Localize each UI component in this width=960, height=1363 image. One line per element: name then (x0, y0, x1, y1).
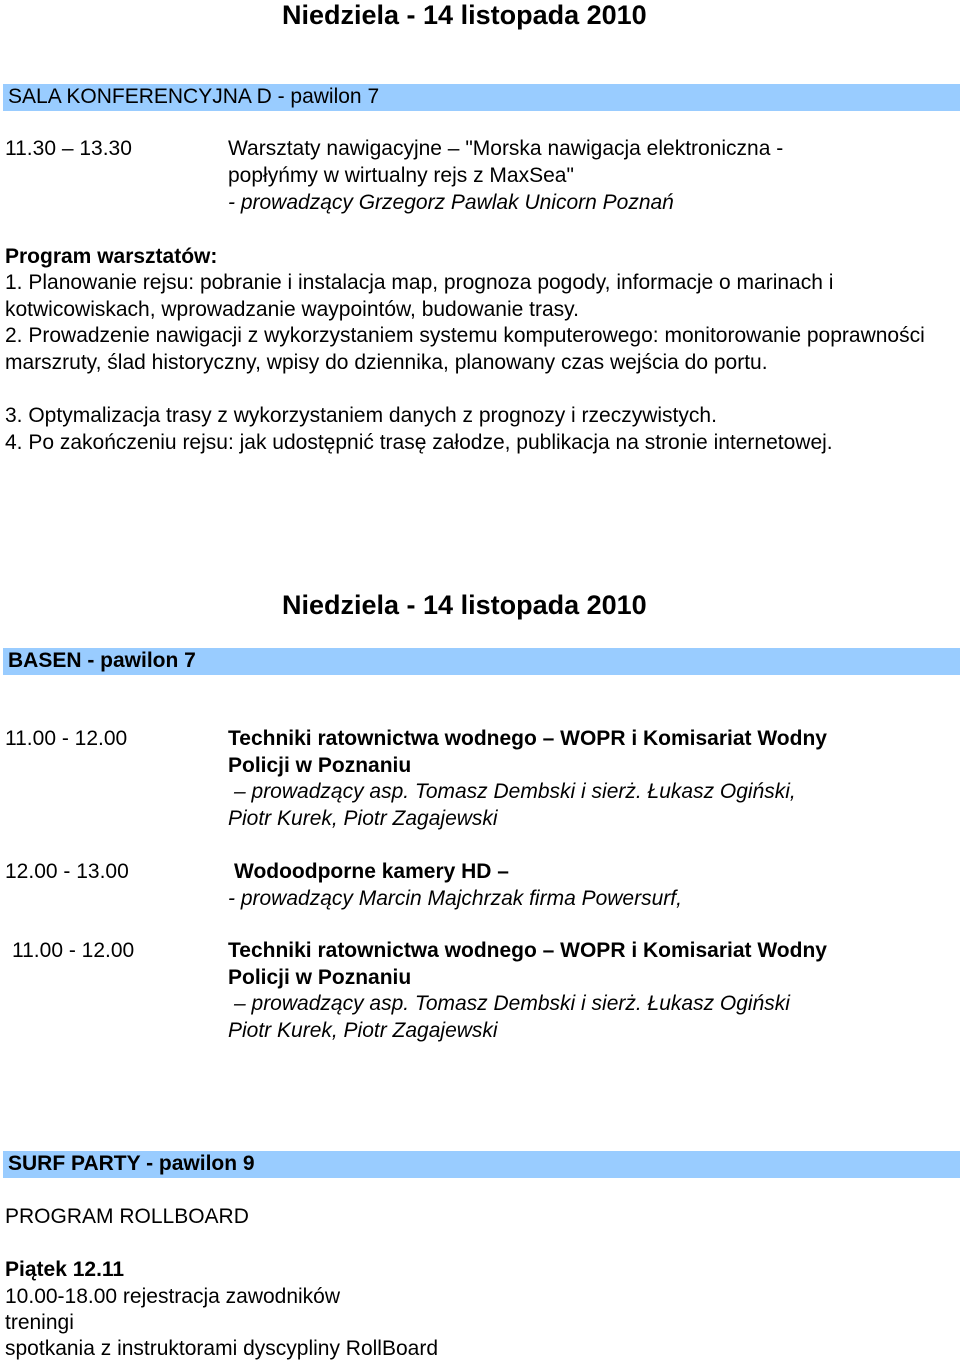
room-label: SURF PARTY - pawilon 9 (8, 1152, 255, 1175)
schedule-line: 10.00-18.00 rejestracja zawodników (5, 1285, 341, 1308)
event-title: Techniki ratownictwa wodnego – WOPR i Komisariat Wodny (228, 727, 827, 750)
event-time: 11.00 - 12.00 (12, 939, 135, 962)
page-title: Niedziela - 14 listopada 2010 (282, 0, 647, 30)
event-presenter: – prowadzący asp. Tomasz Dembski i sierż. Łukasz Ogiński (234, 992, 790, 1015)
event-title: Techniki ratownictwa wodnego – WOPR i Komisariat Wodny (228, 939, 827, 962)
event-presenter: – prowadzący asp. Tomasz Dembski i sierż. Łukasz Ogiński, (234, 780, 796, 803)
event-time: 11.00 - 12.00 (5, 727, 128, 750)
event-presenter: - prowadzący Marcin Majchrzak firma Powersurf, (228, 887, 682, 910)
program-item-2: 2. Prowadzenie nawigacji z wykorzystaniem systemu komputerowego: monitorowanie poprawności marszruty, ślad historyczny, wpisy do dziennika, planowany czas wejścia do portu. (5, 324, 925, 374)
room-label: SALA KONFERENCYJNA D - pawilon 7 (8, 85, 380, 108)
program-item-1: 1. Planowanie rejsu: pobranie i instalacja map, prognoza pogody, informacje o marinach i kotwicowiskach, wprowadzanie waypointów, budowanie trasy. (5, 271, 834, 321)
room-label: BASEN - pawilon 7 (8, 649, 196, 672)
section-date-heading: Niedziela - 14 listopada 2010 (282, 590, 647, 620)
program-label: Program warsztatów: (5, 245, 218, 268)
event-title: Wodoodporne kamery HD – (234, 860, 509, 883)
event-time: 12.00 - 13.00 (5, 860, 129, 883)
schedule-line: treningi (5, 1311, 74, 1334)
day-label: Piątek 12.11 (5, 1258, 125, 1281)
section-band-surf-party (3, 1151, 960, 1178)
event-title-cont: Policji w Poznaniu (228, 754, 412, 777)
program-item-4: 4. Po zakończeniu rejsu: jak udostępnić trasę załodze, publikacja na stronie internetowej. (5, 431, 833, 454)
event-title-cont: popłyńmy w wirtualny rejs z MaxSea" (228, 164, 574, 187)
event-time: 11.30 – 13.30 (5, 137, 132, 160)
event-title-cont: Policji w Poznaniu (228, 966, 412, 989)
section-band-pool (3, 648, 960, 675)
section-band-conference-room (3, 84, 960, 111)
event-presenter-cont: Piotr Kurek, Piotr Zagajewski (228, 807, 498, 830)
event-presenter: - prowadzący Grzegorz Pawlak Unicorn Poznań (228, 191, 674, 214)
event-title: Warsztaty nawigacyjne – "Morska nawigacja elektroniczna - (228, 137, 784, 160)
event-presenter-cont: Piotr Kurek, Piotr Zagajewski (228, 1019, 498, 1042)
schedule-line: spotkania z instruktorami dyscypliny RollBoard (5, 1337, 439, 1360)
program-heading: PROGRAM ROLLBOARD (5, 1205, 249, 1228)
program-item-3: 3. Optymalizacja trasy z wykorzystaniem danych z prognozy i rzeczywistych. (5, 404, 717, 427)
